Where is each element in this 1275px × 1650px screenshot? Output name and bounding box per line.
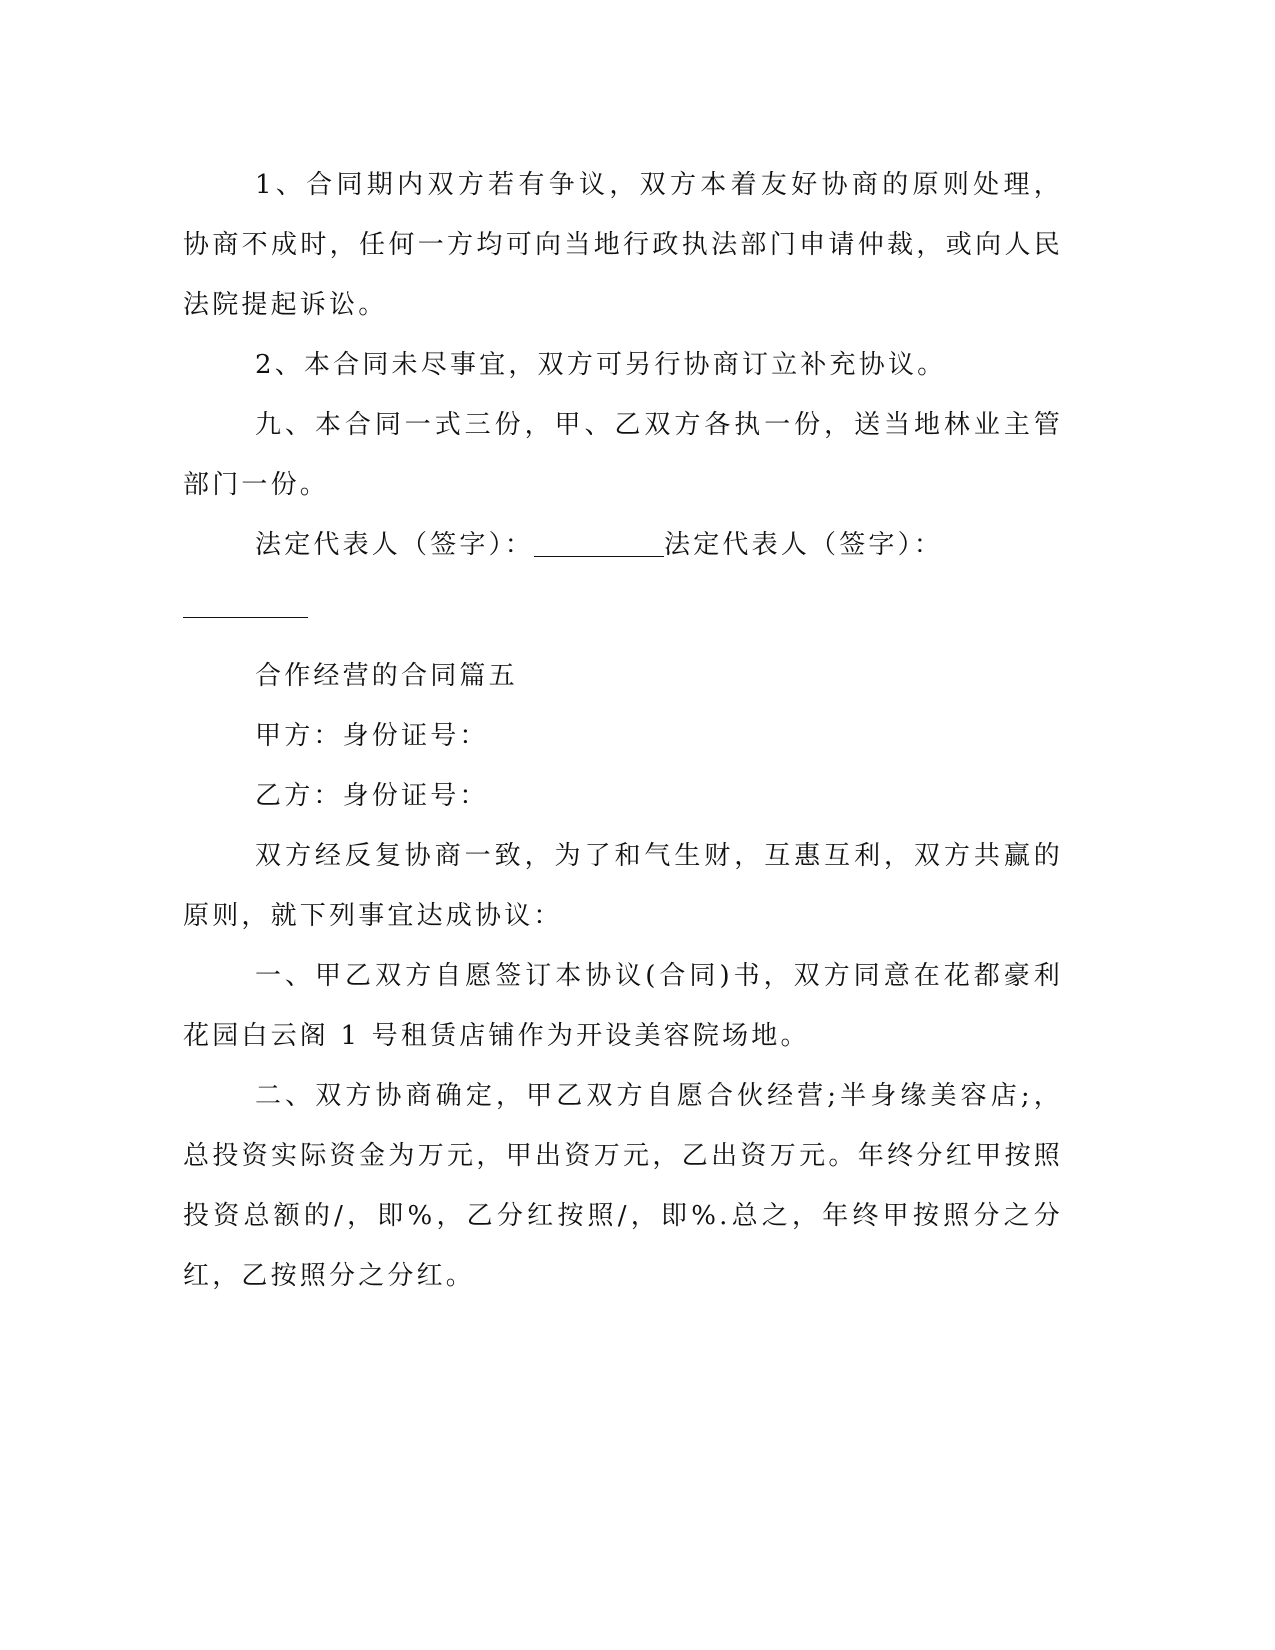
paragraph-dispute-resolution: 1、合同期内双方若有争议，双方本着友好协商的原则处理，协商不成时，任何一方均可向当地行政执法部门申请仲裁，或向人民法院提起诉讼。 xyxy=(183,170,1063,320)
paragraph-clause-one: 一、甲乙双方自愿签订本协议(合同)书，双方同意在花都豪利花园白云阁 1 号租赁店铺作为开设美容院场地。 xyxy=(183,961,1063,1051)
paragraph-preamble: 双方经反复协商一致，为了和气生财，互惠互利，双方共赢的原则，就下列事宜达成协议： xyxy=(183,841,1063,931)
paragraph-clause-two: 二、双方协商确定，甲乙双方自愿合伙经营;半身缘美容店;，总投资实际资金为万元，甲出资万元，乙出资万元。年终分红甲按照投资总额的/，即%，乙分红按照/，即%.总之，年终甲按照分之分红，乙按照分之分红。 xyxy=(183,1081,1063,1291)
section-heading: 合作经营的合同篇五 xyxy=(255,661,518,691)
paragraph-copies: 九、本合同一式三份，甲、乙双方各执一份，送当地林业主管部门一份。 xyxy=(183,410,1063,500)
signature-blank-1 xyxy=(534,530,664,557)
signature-line xyxy=(183,515,1063,575)
paragraph-supplementary-agreement: 2、本合同未尽事宜，双方可另行协商订立补充协议。 xyxy=(255,350,947,380)
party-b-line: 乙方：身份证号： xyxy=(255,781,489,811)
signature-label-1: 法定代表人（签字）： xyxy=(255,530,535,560)
signature-blank-2 xyxy=(183,617,308,618)
signature-label-2: 法定代表人（签字）： xyxy=(664,530,944,560)
document-body xyxy=(183,155,1063,1306)
party-a-line: 甲方：身份证号： xyxy=(255,721,489,751)
